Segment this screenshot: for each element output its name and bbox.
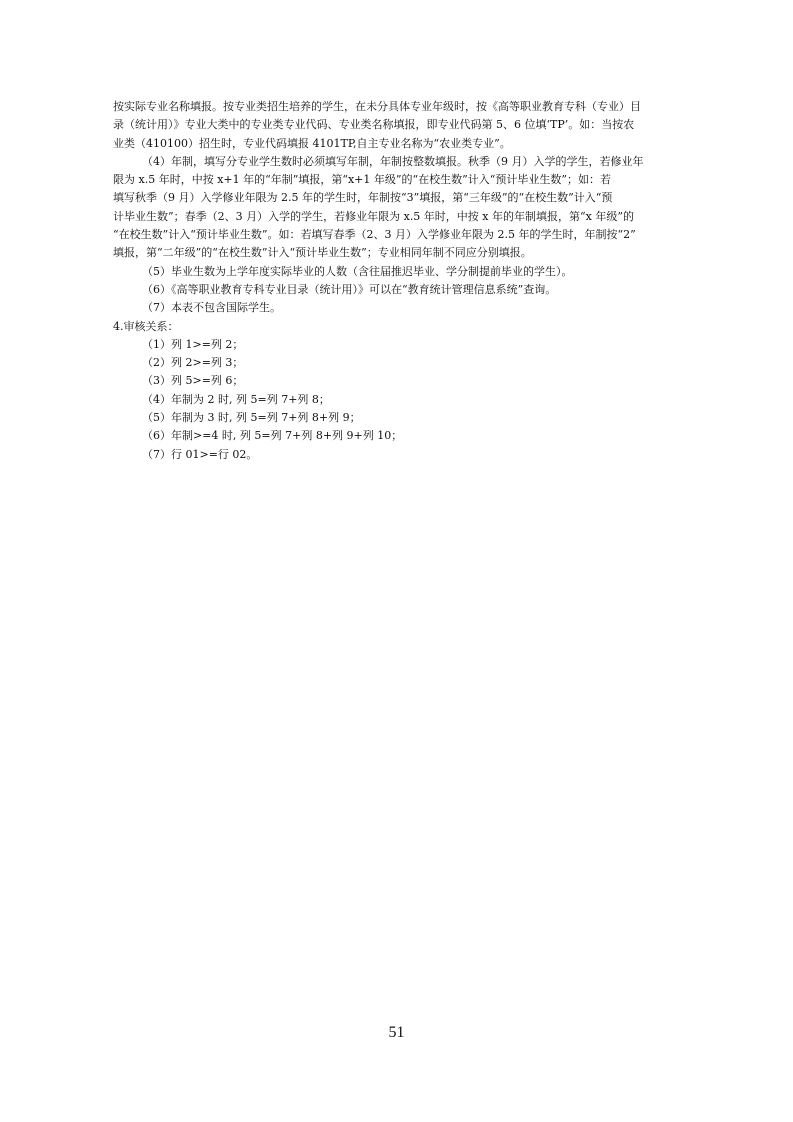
document-body (113, 98, 685, 464)
list-item: （3）列 5>=列 6； (142, 374, 244, 388)
paragraph-line: （7）本表不包含国际学生。 (142, 301, 281, 315)
paragraph-line: 限为 x.5 年时，中按 x+1 年的“年制”填报，第“x+1 年级”的“在校生数”计入“预计毕业生数”；如：若 (113, 173, 612, 187)
list-item: （2）列 2>=列 3； (142, 356, 244, 370)
paragraph-line: （4）年制，填写分专业学生数时必须填写年制，年制按整数填报。秋季（9 月）入学的学生，若修业年 (142, 154, 644, 168)
paragraph-line: 录（统计用）》专业大类中的专业类专业代码、专业类名称填报，即专业代码第 5、6 位填‘TP’。如：当按农 (113, 118, 635, 132)
page-number: 51 (388, 1024, 405, 1041)
paragraph-line: 填写秋季（9 月）入学修业年限为 2.5 年的学生时，年制按“3”填报，第“三年级”的“在校生数”计入“预 (113, 191, 613, 205)
paragraph-line: （5）毕业生数为上学年度实际毕业的人数（含往届推迟毕业、学分制提前毕业的学生）。 (142, 264, 573, 278)
list-item: （1）列 1>=列 2； (142, 337, 244, 351)
list-item: （7）行 01>=行 02。 (142, 447, 258, 461)
paragraph-line: 填报，第“二年级”的“在校生数”计入“预计毕业生数”；专业相同年制不同应分别填报。 (113, 246, 532, 260)
paragraph-line: “在校生数”计入“预计毕业生数”。如：若填写春季（2、3 月）入学修业年限为 2.5 年的学生时，年制按“2” (113, 228, 636, 242)
paragraph-line: 业类（410100）招生时，专业代码填报 4101TP,自主专业名称为“农业类专业”。 (113, 136, 511, 150)
list-item: （4）年制为 2 时, 列 5=列 7+列 8； (142, 392, 330, 406)
paragraph-line: （6）《高等职业教育专科专业目录（统计用）》可以在“教育统计管理信息系统”查询。 (142, 282, 557, 296)
section-heading: 4.审核关系： (113, 319, 179, 333)
paragraph-line: 计毕业生数”；春季（2、3 月）入学的学生，若修业年限为 x.5 年时，中按 x 年的年制填报，第“x 年级”的 (113, 209, 634, 223)
list-item: （5）年制为 3 时, 列 5=列 7+列 8+列 9； (142, 411, 361, 425)
list-item: （6）年制>=4 时, 列 5=列 7+列 8+列 9+列 10； (142, 429, 403, 443)
paragraph-line: 按实际专业名称填报。按专业类招生培养的学生，在未分具体专业年级时，按《高等职业教育专科（专业）目 (113, 100, 641, 113)
